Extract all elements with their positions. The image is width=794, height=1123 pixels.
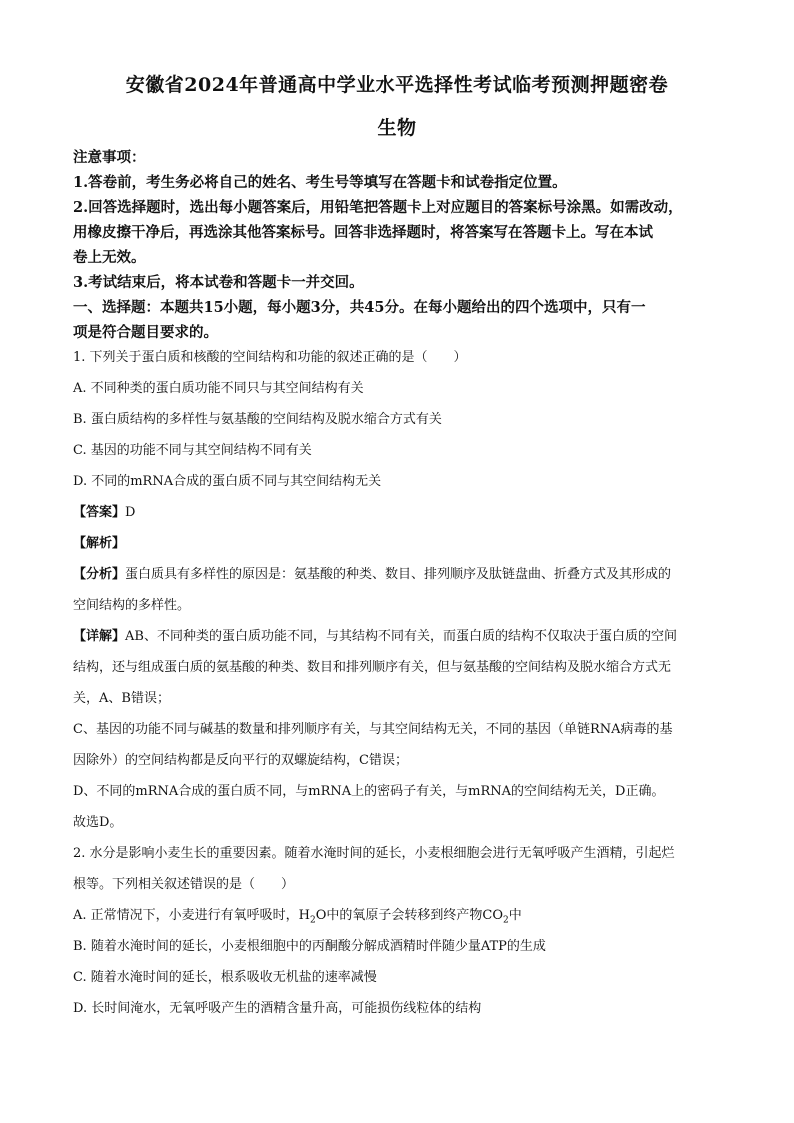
notice-item-3: 3.考试结束后，将本试卷和答题卡一并交回。	[73, 274, 364, 291]
fenxi-text: 蛋白质具有多样性的原因是：氨基酸的种类、数目、排列顺序及肽链盘曲、折叠方式及其形成的	[125, 567, 672, 582]
q1-option-c: C. 基因的功能不同与其空间结构不同有关	[73, 443, 312, 458]
q1-answer	[73, 503, 723, 523]
q1-detail-line-7: 故选D。	[73, 815, 123, 830]
q1-detail-line-1	[73, 627, 723, 647]
q1-option-a: A. 不同种类的蛋白质功能不同只与其空间结构有关	[73, 381, 364, 396]
q1-detail-line-6: D、不同的mRNA合成的蛋白质不同，与mRNA上的密码子有关，与mRNA的空间结构无关，D正确。	[73, 784, 665, 799]
q1-fenxi-line-2: 空间结构的多样性。	[73, 598, 191, 613]
q1-fenxi-line-1	[73, 565, 723, 585]
fenxi-tag: 【分析】	[73, 567, 126, 582]
section-heading-line-1: 一、选择题：本题共15小题，每小题3分，共45分。在每小题给出的四个选项中，只有一	[73, 299, 646, 316]
q1-detail-line-4: C、基因的功能不同与碱基的数量和排列顺序有关，与其空间结构无关，不同的基因（单链RNA病毒的基	[73, 722, 673, 737]
q2-option-d: D. 长时间淹水，无氧呼吸产生的酒精含量升高，可能损伤线粒体的结构	[73, 1001, 482, 1016]
q2-stem-line-2: 根等。下列相关叙述错误的是（ ）	[73, 877, 295, 892]
q2-option-a-part-3: 中	[508, 908, 522, 923]
notice-item-2-line-2: 用橡皮擦干净后，再选涂其他答案标号。回答非选择题时，将答案写在答题卡上。写在本试	[73, 224, 653, 241]
notice-heading: 注意事项：	[73, 149, 146, 166]
q2-option-b: B. 随着水淹时间的延长，小麦根细胞中的丙酮酸分解成酒精时伴随少量ATP的生成	[73, 939, 546, 954]
notice-item-2-line-3: 卷上无效。	[73, 249, 146, 266]
q1-stem: 1. 下列关于蛋白质和核酸的空间结构和功能的叙述正确的是（ ）	[73, 350, 467, 365]
section-heading-line-2: 项是符合题目要求的。	[73, 324, 218, 341]
exam-title: 安徽省2024年普通高中学业水平选择性考试临考预测押题密卷	[125, 74, 669, 96]
detail-tag: 【详解】	[73, 629, 126, 644]
q2-option-a-part-2: O中的氧原子会转移到终产物CO	[315, 908, 503, 923]
detail-text: AB、不同种类的蛋白质功能不同，与其结构不同有关，而蛋白质的结构不仅取决于蛋白质的空间	[125, 629, 677, 644]
notice-item-2-line-1: 2.回答选择题时，选出每小题答案后，用铅笔把答题卡上对应题目的答案标号涂黑。如需改动，	[73, 199, 683, 216]
q1-analysis-tag: 【解析】	[73, 536, 126, 551]
subject-title: 生物	[377, 117, 417, 139]
q2-option-c: C. 随着水淹时间的延长，根系吸收无机盐的速率减慢	[73, 970, 377, 985]
answer-value: D	[125, 505, 136, 520]
notice-item-1: 1.答卷前，考生务必将自己的姓名、考生号等填写在答题卡和试卷指定位置。	[73, 174, 567, 191]
q1-option-d: D. 不同的mRNA合成的蛋白质不同与其空间结构无关	[73, 474, 382, 489]
q1-option-b: B. 蛋白质结构的多样性与氨基酸的空间结构及脱水缩合方式有关	[73, 412, 442, 427]
q1-detail-line-5: 因除外）的空间结构都是反向平行的双螺旋结构，C错误；	[73, 753, 408, 768]
q1-detail-line-3: 关，A、B错误；	[73, 691, 170, 706]
subscript-2: 2	[310, 915, 316, 926]
answer-tag: 【答案】	[73, 505, 126, 520]
q1-detail-line-2: 结构，还与组成蛋白质的氨基酸的种类、数目和排列顺序有关，但与氨基酸的空间结构及脱水缩合方式无	[73, 660, 672, 675]
q2-option-a-part-1: A. 正常情况下，小麦进行有氧呼吸时，H	[73, 908, 310, 923]
q2-option-a	[73, 906, 723, 931]
q2-stem-line-1: 2. 水分是影响小麦生长的重要因素。随着水淹时间的延长，小麦根细胞会进行无氧呼吸产生酒精，引起烂	[73, 846, 675, 861]
subscript-2: 2	[503, 915, 509, 926]
